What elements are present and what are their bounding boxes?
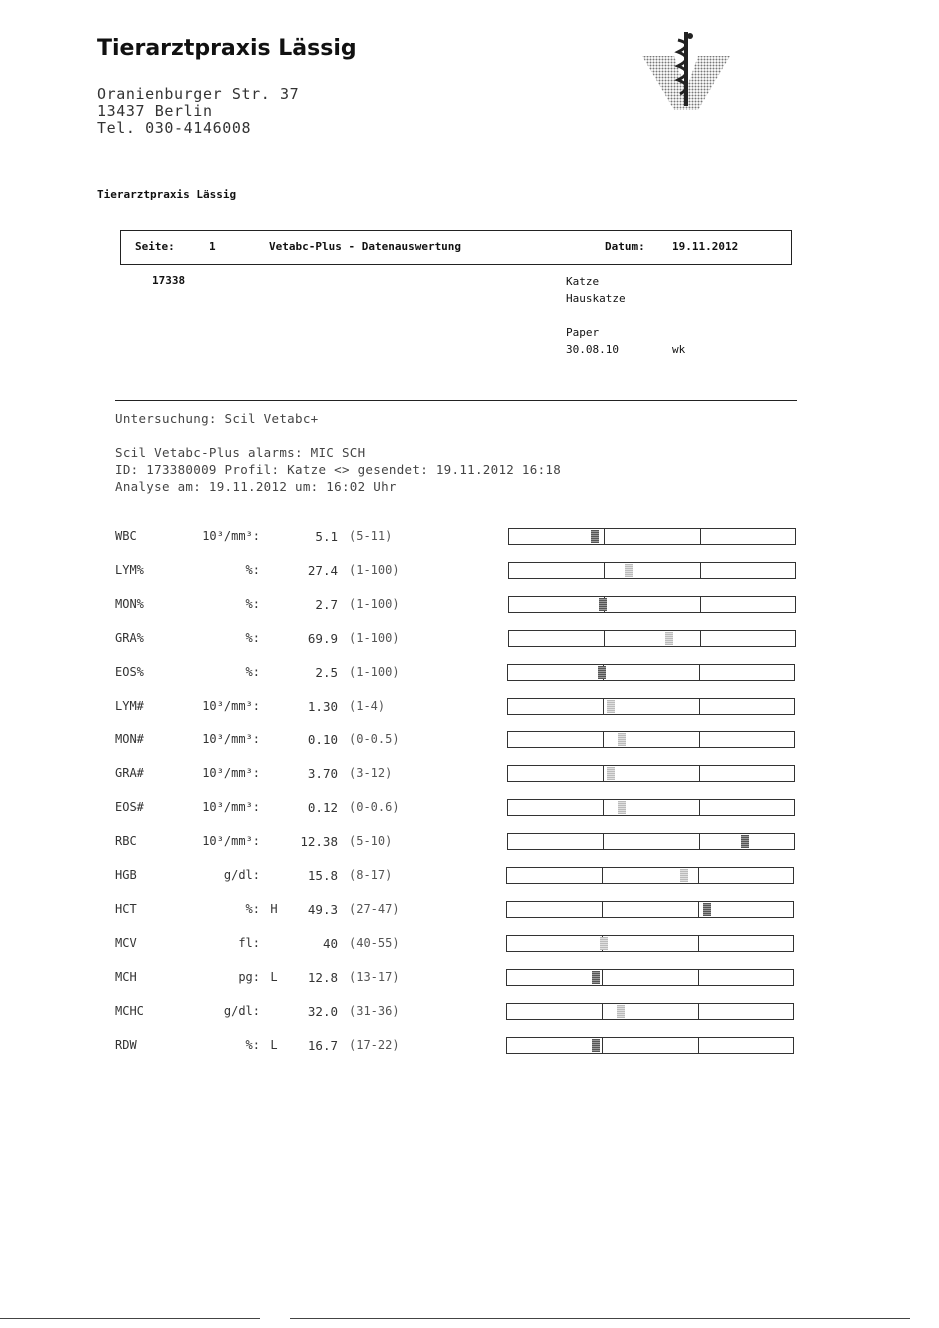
range-bar-marker [618,801,626,814]
result-range-bar [506,867,794,884]
result-unit: %: [245,563,260,577]
result-range: (8-17) [349,868,393,882]
id-profile-line: ID: 173380009 Profil: Katze <> gesendet: 19.11.2012 16:18 [115,462,562,477]
result-unit: %: [245,665,260,679]
result-unit: g/dl: [223,868,260,882]
result-value: 16.7 [307,1038,338,1053]
result-value: 15.8 [307,868,338,883]
result-unit: pg: [238,970,260,984]
range-bar-upper-limit [700,563,701,578]
result-name: LYM% [115,563,144,577]
range-bar-marker [599,598,607,611]
patient-birth-date: 30.08.10 [566,343,619,356]
result-range: (13-17) [349,970,400,984]
result-range: (27-47) [349,902,400,916]
result-name: RBC [115,834,137,848]
range-bar-upper-limit [699,699,700,714]
result-range: (3-12) [349,766,393,780]
range-bar-upper-limit [700,529,701,544]
range-bar-marker [591,530,599,543]
result-name: HGB [115,868,137,882]
result-name: MCH [115,970,137,984]
result-range-bar [507,765,795,782]
range-bar-upper-limit [699,766,700,781]
range-bar-lower-limit [603,732,604,747]
result-value: 12.38 [300,834,338,849]
result-name: HCT [115,902,137,916]
patient-breed: Hauskatze [566,292,626,305]
range-bar-lower-limit [604,529,605,544]
range-bar-marker [680,869,688,882]
result-range: (1-100) [349,631,400,645]
patient-species: Katze [566,275,600,288]
result-unit: 10³/mm³: [202,699,260,713]
result-unit: %: [245,597,260,611]
range-bar-upper-limit [700,631,701,646]
result-name: RDW [115,1038,137,1052]
result-range: (0-0.6) [349,800,400,814]
result-range-bar [506,935,794,952]
alarms-line: Scil Vetabc-Plus alarms: MIC SCH [115,445,366,460]
result-name: MCHC [115,1004,144,1018]
result-range-bar [508,562,796,579]
result-value: 12.8 [307,970,338,985]
result-value: 2.5 [315,665,338,680]
range-bar-marker [617,1005,625,1018]
result-name: MCV [115,936,137,950]
result-range-bar [508,630,796,647]
result-value: 0.10 [307,732,338,747]
result-name: EOS# [115,800,144,814]
range-bar-marker [592,971,600,984]
result-value: 49.3 [307,902,338,917]
section-divider [115,400,797,401]
range-bar-marker [598,666,606,679]
range-bar-lower-limit [602,970,603,985]
examination-line: Untersuchung: Scil Vetabc+ [115,411,319,426]
range-bar-marker [607,767,615,780]
patient-sex: wk [672,343,686,356]
result-range-bar [507,833,795,850]
range-bar-marker [703,903,711,916]
report-header-box [120,230,792,265]
result-unit: g/dl: [223,1004,260,1018]
page-number: 1 [209,240,216,253]
result-range-bar [507,731,795,748]
result-name: EOS% [115,665,144,679]
report-title: Vetabc-Plus - Datenauswertung [269,240,462,253]
range-bar-upper-limit [700,597,701,612]
result-range: (1-100) [349,597,400,611]
range-bar-lower-limit [603,834,604,849]
result-range: (0-0.5) [349,732,400,746]
result-name: GRA% [115,631,144,645]
range-bar-upper-limit [698,936,699,951]
result-range: (5-11) [349,529,393,543]
range-bar-upper-limit [698,970,699,985]
result-range-bar [506,1037,794,1054]
range-bar-upper-limit [698,868,699,883]
result-value: 1.30 [307,699,338,714]
result-range: (1-100) [349,563,400,577]
result-range: (40-55) [349,936,400,950]
result-flag: L [270,970,278,984]
range-bar-lower-limit [602,1038,603,1053]
range-bar-lower-limit [602,1004,603,1019]
result-name: MON% [115,597,144,611]
result-unit: 10³/mm³: [202,529,260,543]
range-bar-marker [592,1039,600,1052]
range-bar-upper-limit [698,902,699,917]
result-name: LYM# [115,699,144,713]
range-bar-marker [625,564,633,577]
practice-city: 13437 Berlin [97,102,213,120]
range-bar-marker [607,700,615,713]
practice-phone: Tel. 030-4146008 [97,119,252,137]
result-unit: %: [245,1038,260,1052]
result-range: (31-36) [349,1004,400,1018]
veterinary-logo-icon [640,28,732,113]
range-bar-lower-limit [602,868,603,883]
range-bar-lower-limit [603,699,604,714]
result-value: 3.70 [307,766,338,781]
result-range-bar [507,799,795,816]
range-bar-marker [741,835,749,848]
result-value: 69.9 [307,631,338,646]
sender-line: Tierarztpraxis Lässig [97,188,237,201]
result-range-bar [507,698,795,715]
page-label: Seite: [135,240,175,253]
range-bar-upper-limit [698,1038,699,1053]
range-bar-upper-limit [699,800,700,815]
result-unit: fl: [238,936,260,950]
result-range: (17-22) [349,1038,400,1052]
result-range-bar [507,664,795,681]
bottom-rule-right [290,1318,910,1319]
date-label: Datum: [605,240,645,253]
result-value: 32.0 [307,1004,338,1019]
range-bar-upper-limit [699,665,700,680]
result-unit: 10³/mm³: [202,732,260,746]
range-bar-marker [618,733,626,746]
result-unit: %: [245,902,260,916]
result-name: WBC [115,529,137,543]
result-range-bar [508,596,796,613]
result-value: 2.7 [315,597,338,612]
result-value: 27.4 [307,563,338,578]
result-range: (5-10) [349,834,393,848]
result-unit: 10³/mm³: [202,766,260,780]
result-unit: 10³/mm³: [202,834,260,848]
result-range: (1-100) [349,665,400,679]
range-bar-upper-limit [699,834,700,849]
result-flag: L [270,1038,278,1052]
result-flag: H [270,902,278,916]
result-range-bar [506,969,794,986]
range-bar-marker [600,937,608,950]
result-name: MON# [115,732,144,746]
bottom-rule-left [0,1318,260,1319]
range-bar-upper-limit [699,732,700,747]
result-name: GRA# [115,766,144,780]
practice-street: Oranienburger Str. 37 [97,85,300,103]
result-unit: %: [245,631,260,645]
range-bar-upper-limit [698,1004,699,1019]
result-range-bar [506,1003,794,1020]
range-bar-lower-limit [604,563,605,578]
range-bar-lower-limit [603,766,604,781]
range-bar-lower-limit [602,902,603,917]
range-bar-lower-limit [603,800,604,815]
result-unit: 10³/mm³: [202,800,260,814]
practice-name: Tierarztpraxis Lässig [97,36,357,61]
result-value: 0.12 [307,800,338,815]
patient-name: Paper [566,326,600,339]
result-range-bar [508,528,796,545]
date-value: 19.11.2012 [672,240,739,253]
range-bar-lower-limit [604,631,605,646]
range-bar-marker [665,632,673,645]
patient-id: 17338 [152,274,186,287]
result-value: 40 [322,936,338,951]
result-value: 5.1 [315,529,338,544]
result-range: (1-4) [349,699,386,713]
result-range-bar [506,901,794,918]
analysis-line: Analyse am: 19.11.2012 um: 16:02 Uhr [115,479,397,494]
